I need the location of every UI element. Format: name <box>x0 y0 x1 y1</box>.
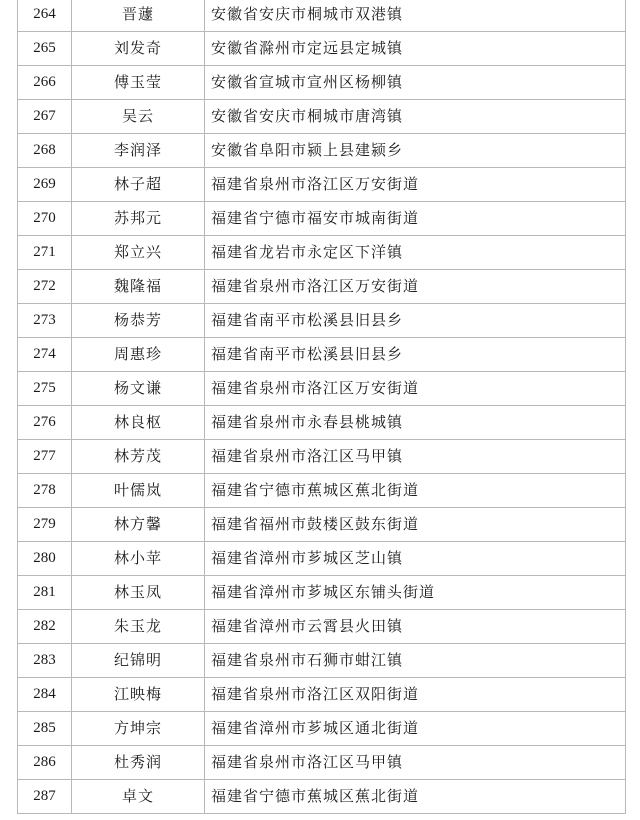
address-cell: 福建省泉州市永春县桃城镇 <box>205 406 626 440</box>
address-cell: 福建省漳州市云霄县火田镇 <box>205 610 626 644</box>
address-cell: 福建省漳州市芗城区通北街道 <box>205 712 626 746</box>
row-number-cell: 284 <box>18 678 72 712</box>
person-name-cell: 林良枢 <box>72 406 205 440</box>
address-cell: 福建省龙岩市永定区下洋镇 <box>205 236 626 270</box>
address-cell: 福建省泉州市洛江区万安街道 <box>205 372 626 406</box>
person-name-cell: 江映梅 <box>72 678 205 712</box>
table-row <box>18 440 626 474</box>
person-name-cell: 朱玉龙 <box>72 610 205 644</box>
table-row <box>18 542 626 576</box>
address-cell: 安徽省滁州市定远县定城镇 <box>205 32 626 66</box>
person-name-cell: 林芳茂 <box>72 440 205 474</box>
address-cell: 安徽省阜阳市颍上县建颍乡 <box>205 134 626 168</box>
person-name-cell: 周惠珍 <box>72 338 205 372</box>
row-number-cell: 270 <box>18 202 72 236</box>
row-number-cell: 281 <box>18 576 72 610</box>
person-name-cell: 李润泽 <box>72 134 205 168</box>
person-name-cell: 魏隆福 <box>72 270 205 304</box>
row-number-cell: 275 <box>18 372 72 406</box>
table-row <box>18 678 626 712</box>
address-cell: 福建省泉州市石狮市蚶江镇 <box>205 644 626 678</box>
table-row <box>18 576 626 610</box>
person-name-cell: 杨文谦 <box>72 372 205 406</box>
row-number-cell: 264 <box>18 0 72 32</box>
person-name-cell: 林小苹 <box>72 542 205 576</box>
person-name-cell: 刘发奇 <box>72 32 205 66</box>
row-number-cell: 272 <box>18 270 72 304</box>
row-number-cell: 276 <box>18 406 72 440</box>
address-cell: 福建省泉州市洛江区双阳街道 <box>205 678 626 712</box>
table-row <box>18 66 626 100</box>
row-number-cell: 269 <box>18 168 72 202</box>
row-number-cell: 267 <box>18 100 72 134</box>
address-cell: 福建省漳州市芗城区东铺头街道 <box>205 576 626 610</box>
roster-table-body <box>18 0 626 814</box>
table-row <box>18 0 626 32</box>
table-row <box>18 746 626 780</box>
person-name-cell: 林子超 <box>72 168 205 202</box>
person-name-cell: 杨恭芳 <box>72 304 205 338</box>
person-name-cell: 杜秀润 <box>72 746 205 780</box>
address-cell: 安徽省安庆市桐城市唐湾镇 <box>205 100 626 134</box>
row-number-cell: 266 <box>18 66 72 100</box>
roster-table <box>17 0 626 814</box>
table-row <box>18 406 626 440</box>
table-row <box>18 644 626 678</box>
person-name-cell: 方坤宗 <box>72 712 205 746</box>
row-number-cell: 273 <box>18 304 72 338</box>
person-name-cell: 林玉凤 <box>72 576 205 610</box>
row-number-cell: 265 <box>18 32 72 66</box>
table-row <box>18 338 626 372</box>
table-row <box>18 32 626 66</box>
person-name-cell: 傅玉莹 <box>72 66 205 100</box>
address-cell: 安徽省安庆市桐城市双港镇 <box>205 0 626 32</box>
row-number-cell: 287 <box>18 780 72 814</box>
person-name-cell: 叶儒岚 <box>72 474 205 508</box>
row-number-cell: 268 <box>18 134 72 168</box>
address-cell: 福建省宁德市福安市城南街道 <box>205 202 626 236</box>
table-row <box>18 236 626 270</box>
address-cell: 福建省泉州市洛江区万安街道 <box>205 270 626 304</box>
person-name-cell: 卓文 <box>72 780 205 814</box>
person-name-cell: 郑立兴 <box>72 236 205 270</box>
table-row <box>18 610 626 644</box>
table-row <box>18 474 626 508</box>
roster-table-container <box>17 0 626 814</box>
table-row <box>18 270 626 304</box>
row-number-cell: 282 <box>18 610 72 644</box>
address-cell: 福建省南平市松溪县旧县乡 <box>205 304 626 338</box>
row-number-cell: 285 <box>18 712 72 746</box>
table-row <box>18 712 626 746</box>
address-cell: 福建省宁德市蕉城区蕉北街道 <box>205 780 626 814</box>
row-number-cell: 278 <box>18 474 72 508</box>
person-name-cell: 纪锦明 <box>72 644 205 678</box>
row-number-cell: 279 <box>18 508 72 542</box>
table-row <box>18 304 626 338</box>
person-name-cell: 晋蘧 <box>72 0 205 32</box>
address-cell: 福建省南平市松溪县旧县乡 <box>205 338 626 372</box>
address-cell: 福建省漳州市芗城区芝山镇 <box>205 542 626 576</box>
address-cell: 福建省福州市鼓楼区鼓东街道 <box>205 508 626 542</box>
table-row <box>18 372 626 406</box>
row-number-cell: 271 <box>18 236 72 270</box>
row-number-cell: 280 <box>18 542 72 576</box>
table-row <box>18 202 626 236</box>
row-number-cell: 274 <box>18 338 72 372</box>
table-row <box>18 134 626 168</box>
row-number-cell: 277 <box>18 440 72 474</box>
address-cell: 安徽省宣城市宣州区杨柳镇 <box>205 66 626 100</box>
table-row <box>18 168 626 202</box>
table-row <box>18 780 626 814</box>
address-cell: 福建省泉州市洛江区马甲镇 <box>205 440 626 474</box>
address-cell: 福建省宁德市蕉城区蕉北街道 <box>205 474 626 508</box>
table-row <box>18 100 626 134</box>
address-cell: 福建省泉州市洛江区马甲镇 <box>205 746 626 780</box>
row-number-cell: 286 <box>18 746 72 780</box>
person-name-cell: 林方馨 <box>72 508 205 542</box>
address-cell: 福建省泉州市洛江区万安街道 <box>205 168 626 202</box>
table-row <box>18 508 626 542</box>
person-name-cell: 苏邦元 <box>72 202 205 236</box>
row-number-cell: 283 <box>18 644 72 678</box>
person-name-cell: 吴云 <box>72 100 205 134</box>
